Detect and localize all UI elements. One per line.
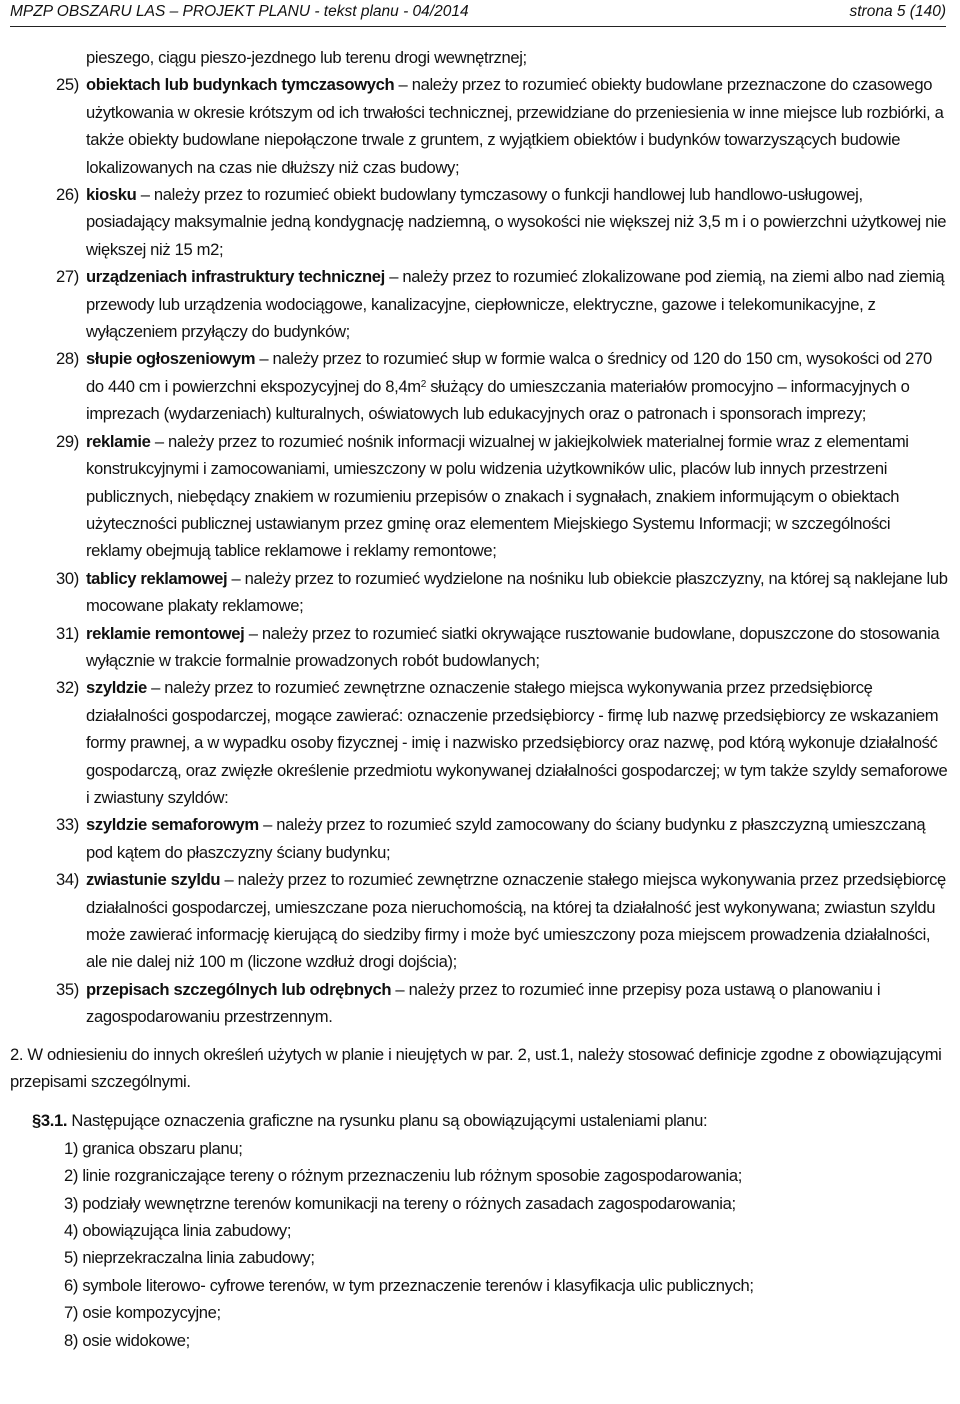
definition-text: – należy przez to rozumieć zewnętrzne oznaczenie stałego miejsca wykonywania przez przedsiębiorcę działalności gospodarczej, umieszczane poza nieruchomością, na której ta działalność jest wykonywana; zwiastun szyldu może zawierać informację kierującą do siedziby firmy i może być umieszczony poza miejscem prowadzenia działalności, ale nie dalej niż 100 m (liczone wzdłuż drogi dojścia); — [86, 870, 946, 972]
definition-item — [10, 976, 950, 1031]
definition-number: 25) — [56, 75, 79, 95]
section-3-item: 4) obowiązująca linia zabudowy; — [64, 1221, 292, 1241]
definition-term: przepisach szczególnych lub odrębnych — [86, 979, 392, 999]
page-number: strona 5 (140) — [849, 3, 946, 20]
definition-item — [10, 71, 950, 181]
paragraph-2: 2. W odniesieniu do innych określeń użytych w planie i nieujętych w par. 2, ust.1, należy stosować definicje zgodne z obowiązującymi przepisami szczególnymi. — [10, 1044, 942, 1092]
definition-text: – należy przez to rozumieć zewnętrzne oznaczenie stałego miejsca wykonywania przez przedsiębiorcę działalności gospodarczej, mogące zawierać: oznaczenie przedsiębiorcy - firmę lub nazwę przedsiębiorcy ze wskazaniem formy prawnej, a w wypadku osoby fizycznej - imię i nazwisko przedsiębiorcy oraz nazwę, pod którą wykonuje działalność gospodarczą, oraz zwięzłe określenie przedmiotu wykonywanej działalności gospodarczej; w tym także szyldy semaforowe i zwiastuny szyldów: — [86, 678, 948, 807]
definition-text: – należy przez to rozumieć siatki okrywające rusztowanie budowlane, dopuszczone do stosowania wyłącznie w trakcie formalnie prowadzonych robót budowlanych; — [86, 623, 940, 670]
definition-number: 28) — [56, 349, 79, 369]
definitions-list — [10, 71, 950, 1030]
section-3-item: 8) osie widokowe; — [64, 1330, 190, 1350]
section-3 — [10, 1107, 950, 1354]
definition-text: – należy przez to rozumieć nośnik informacji wizualnej w jakiejkolwiek materialnej formie wraz z elementami konstrukcyjnymi i zamocowaniami, umieszczony w polu widzenia użytkowników ulic, placów lub innych przestrzeni publicznych, niebędący znakiem w rozumieniu przepisów o znakach i sygnałach, znakiem informującym o obiektach użyteczności publicznej ustawianym przez gminę oraz elementem Miejskiego Systemu Informacji; w szczególności reklamy obejmują tablice reklamowe i reklamy remontowe; — [86, 431, 909, 561]
definition-term: reklamie remontowej — [86, 623, 245, 643]
definition-item — [10, 620, 950, 675]
definition-item — [10, 181, 950, 263]
definition-item — [10, 263, 950, 345]
definition-text: – należy przez to rozumieć obiekt budowlany tymczasowy o funkcji handlowej lub handlowo-usługowej, posiadający maksymalnie jedną kondygnację nadziemną, o wysokości nie większej niż 3,5 m i o powierzchni użytkowej nie większej niż 15 m2; — [86, 185, 947, 259]
definition-number: 35) — [56, 979, 79, 999]
section-3-item: 5) nieprzekraczalna linia zabudowy; — [64, 1248, 315, 1268]
definition-term: szyldzie semaforowym — [86, 815, 259, 835]
definition-term: szyldzie — [86, 678, 147, 698]
definition-term: reklamie — [86, 431, 151, 451]
definition-item — [10, 866, 950, 976]
definition-text: – należy przez to rozumieć zlokalizowane pod ziemią, na ziemi albo nad ziemią przewody lub urządzenia wodociągowe, kanalizacyjne, ciepłownicze, elektryczne, gazowe i telekomunikacyjne, z wyłączeniem przyłączy do budynków; — [86, 267, 945, 342]
definition-term: urządzeniach infrastruktury technicznej — [86, 267, 385, 287]
section-3-item: 6) symbole literowo- cyfrowe terenów, w tym przeznaczenie terenów i klasyfikacja ulic publicznych; — [64, 1275, 754, 1295]
document-body — [10, 44, 950, 1354]
superscript: 2 — [420, 378, 426, 390]
section-3-lead-text: Następujące oznaczenia graficzne na rysunku planu są obowiązującymi ustaleniami planu: — [67, 1111, 708, 1131]
definition-item — [10, 345, 950, 427]
section-3-item: 2) linie rozgraniczające tereny o różnym przeznaczeniu lub różnym sposobie zagospodarowania; — [64, 1166, 743, 1186]
definition-number: 33) — [56, 815, 79, 835]
definition-number: 29) — [56, 431, 79, 451]
definition-number: 30) — [56, 568, 79, 588]
definition-term: słupie ogłoszeniowym — [86, 349, 256, 369]
definition-term: kiosku — [86, 185, 137, 205]
definition-item — [10, 811, 950, 866]
continued-definition: pieszego, ciągu pieszo-jezdnego lub terenu drogi wewnętrznej; — [86, 48, 527, 67]
definition-number: 34) — [56, 870, 79, 890]
definition-text: – należy przez to rozumieć obiekty budowlane przeznaczone do czasowego użytkowania w okresie krótszym od ich trwałości technicznej, przewidziane do przeniesienia w inne miejsce lub rozbiórki, a także obiekty budowlane niepołączone trwale z gruntem, z wyjątkiem obiektów i budynków towarzyszących budowie lokalizowanych na czas nie dłuższy niż czas budowy; — [86, 75, 944, 177]
definition-number: 26) — [56, 185, 79, 205]
definition-text: – należy przez to rozumieć słup w formie walca o średnicy od 120 do 150 cm, wysokości od 270 do 440 cm i powierzchni ekspozycyjnej do 8,4m — [86, 349, 932, 396]
section-number: §3.1. — [32, 1111, 68, 1131]
definition-text: – należy przez to rozumieć inne przepisy poza ustawą o planowaniu i zagospodarowaniu przestrzennym. — [86, 979, 881, 1027]
section-3-item: 1) granica obszaru planu; — [64, 1138, 243, 1158]
definition-item — [10, 565, 950, 620]
definition-term: zwiastunie szyldu — [86, 870, 221, 890]
section-3-lead — [10, 1107, 950, 1134]
definition-item — [10, 428, 950, 565]
section-3-item: 7) osie kompozycyjne; — [64, 1303, 221, 1323]
section-3-items — [10, 1135, 950, 1354]
definition-number: 32) — [56, 678, 79, 698]
definition-term: tablicy reklamowej — [86, 568, 228, 588]
definition-text: – należy przez to rozumieć szyld zamocowany do ściany budynku z płaszczyzną umieszczaną pod kątem do płaszczyzny ściany budynku; — [86, 815, 926, 862]
section-3-item: 3) podziały wewnętrzne terenów komunikacji na tereny o różnych zasadach zagospodarowania; — [64, 1193, 736, 1213]
definition-term: obiektach lub budynkach tymczasowych — [86, 75, 395, 95]
definition-number: 27) — [56, 267, 79, 287]
definition-number: 31) — [56, 623, 79, 643]
definition-text: służący do umieszczania materiałów promocyjno – informacyjnych o imprezach (wydarzeniach) kulturalnych, oświatowych lub edukacyjnych oraz o patronach i sponsorach imprezy; — [86, 376, 910, 424]
definition-item — [10, 674, 950, 811]
document-title: MPZP OBSZARU LAS – PROJEKT PLANU - tekst planu - 04/2014 — [10, 3, 469, 20]
definition-text: – należy przez to rozumieć wydzielone na nośniku lub obiekcie płaszczyzny, na której są naklejane lub mocowane plakaty reklamowe; — [86, 568, 948, 616]
page-header — [10, 0, 946, 27]
